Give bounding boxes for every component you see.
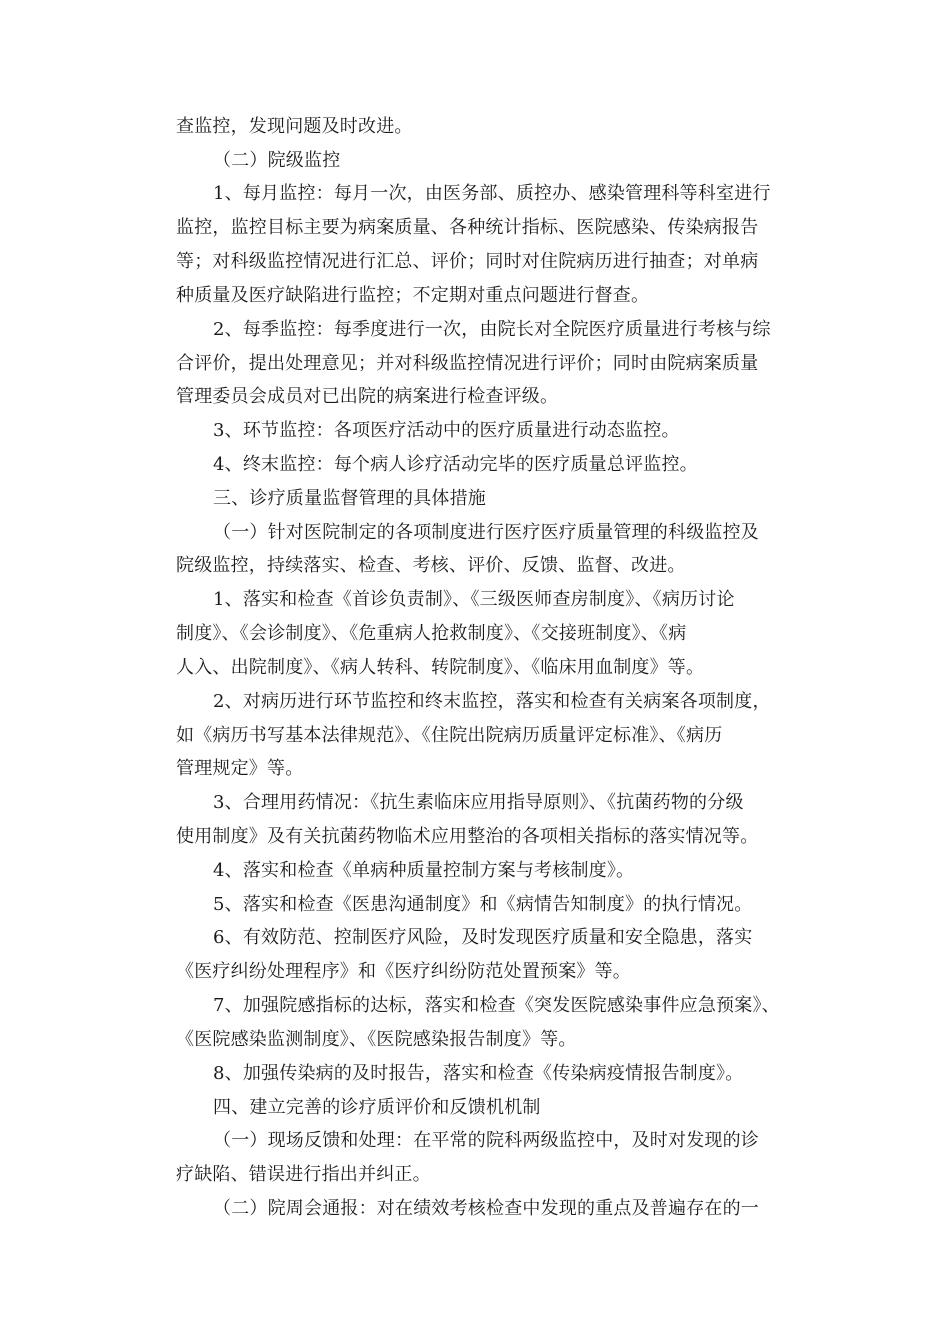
text-line: 管理规定》等。 <box>176 758 304 779</box>
text-line: 人入、出院制度》、《病人转科、转院制度》、《临床用血制度》等。 <box>176 657 705 678</box>
section-heading: （二）院级监控 <box>213 150 341 171</box>
text-line: （二）院周会通报：对在绩效考核检查中发现的重点及普遍存在的一 <box>213 1198 759 1219</box>
text-line: 7、加强院感指标的达标，落实和检查《突发医院感染事件应急预案》、 <box>213 995 780 1016</box>
text-line: 等；对科级监控情况进行汇总、评价；同时对住院病历进行抽查；对单病 <box>176 251 759 272</box>
section-heading: 四、建立完善的诊疗质评价和反馈机机制 <box>213 1097 541 1118</box>
text-line: 1、落实和检查《首诊负责制》、《三级医师查房制度》、《病历讨论 <box>213 589 735 610</box>
text-line: 疗缺陷、错误进行指出并纠正。 <box>176 1164 431 1185</box>
text-line: 3、环节监控：各项医疗活动中的医疗质量进行动态监控。 <box>213 420 680 441</box>
text-line: 2、对病历进行环节监控和终末监控，落实和检查有关病案各项制度， <box>213 691 771 712</box>
text-line: 4、终末监控：每个病人诊疗活动完毕的医疗质量总评监控。 <box>213 454 698 475</box>
text-line: （一）现场反馈和处理：在平常的院科两级监控中，及时对发现的诊 <box>213 1130 759 1151</box>
text-line: 管理委员会成员对已出院的病案进行检查评级。 <box>176 386 559 407</box>
text-line: （一）针对医院制定的各项制度进行医疗医疗质量管理的科级监控及 <box>213 522 759 543</box>
text-line: 1、每月监控：每月一次，由医务部、质控办、感染管理科等科室进行 <box>213 183 771 204</box>
text-line: 8、加强传染病的及时报告，落实和检查《传染病疫情报告制度》。 <box>213 1063 744 1084</box>
text-line: 使用制度》及有关抗菌药物临术应用整治的各项相关指标的落实情况等。 <box>176 826 759 847</box>
text-line: 4、落实和检查《单病种质量控制方案与考核制度》。 <box>213 860 635 881</box>
text-line: 院级监控，持续落实、检查、考核、评价、反馈、监督、改进。 <box>176 555 686 576</box>
text-line: 查监控，发现问题及时改进。 <box>176 116 413 137</box>
text-line: 6、有效防范、控制医疗风险，及时发现医疗质量和安全隐患，落实 <box>213 927 753 948</box>
text-line: 如《病历书写基本法律规范》、《住院出院病历质量评定标准》、《病历 <box>176 725 723 746</box>
text-line: 5、落实和检查《医患沟通制度》和《病情告知制度》的执行情况。 <box>213 894 753 915</box>
text-line: 种质量及医疗缺陷进行监控；不定期对重点问题进行督查。 <box>176 285 650 306</box>
text-line: 《医疗纠纷处理程序》和《医疗纠纷防范处置预案》等。 <box>176 961 631 982</box>
text-line: 制度》、《会诊制度》、《危重病人抢救制度》、《交接班制度》、《病 <box>176 623 687 644</box>
text-line: 3、合理用药情况：《抗生素临床应用指导原则》、《抗菌药物的分级 <box>213 792 744 813</box>
text-line: 《医院感染监测制度》、《医院感染报告制度》等。 <box>176 1029 577 1050</box>
text-line: 2、每季监控：每季度进行一次，由院长对全院医疗质量进行考核与综 <box>213 319 771 340</box>
section-heading: 三、诊疗质量监督管理的具体措施 <box>213 488 486 509</box>
text-line: 监控，监控目标主要为病案质量、各种统计指标、医院感染、传染病报告 <box>176 217 759 238</box>
text-line: 合评价，提出处理意见；并对科级监控情况进行评价；同时由院病案质量 <box>176 353 759 374</box>
